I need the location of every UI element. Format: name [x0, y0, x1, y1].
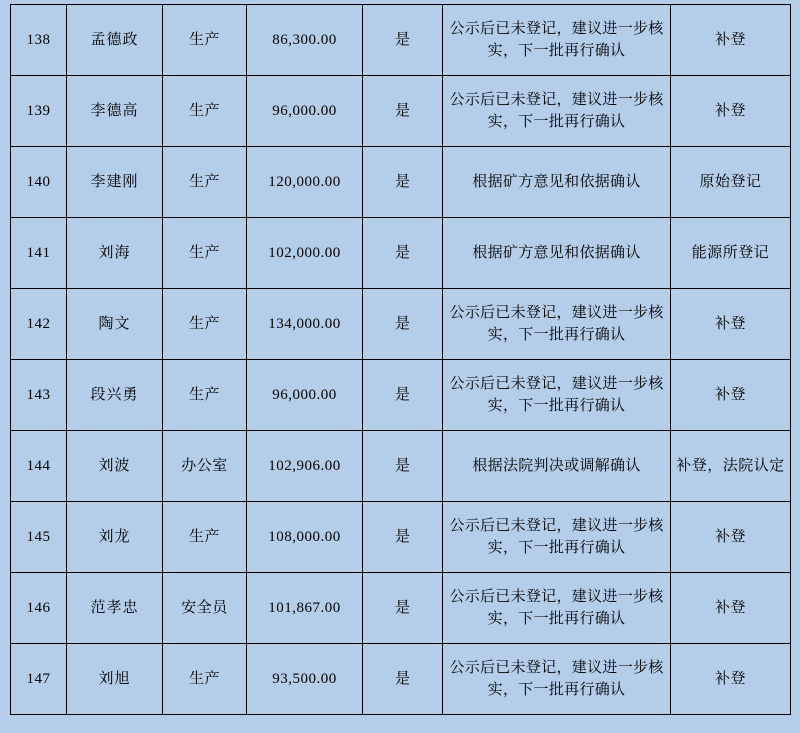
cell-flag: 是: [363, 76, 443, 147]
cell-result: 补登: [671, 502, 791, 573]
cell-result: 补登: [671, 573, 791, 644]
cell-amount: 96,000.00: [247, 360, 363, 431]
table-row: [11, 289, 791, 360]
table-row: [11, 360, 791, 431]
table-row: [11, 218, 791, 289]
cell-name: 范孝忠: [67, 573, 163, 644]
cell-dept: 生产: [163, 76, 247, 147]
cell-note: 公示后已未登记，建议进一步核实，下一批再行确认: [443, 289, 671, 360]
cell-seq: 142: [11, 289, 67, 360]
cell-name: 刘海: [67, 218, 163, 289]
registration-table: [10, 4, 791, 715]
cell-result: 补登: [671, 5, 791, 76]
cell-seq: 143: [11, 360, 67, 431]
cell-name: 刘龙: [67, 502, 163, 573]
cell-flag: 是: [363, 147, 443, 218]
cell-flag: 是: [363, 218, 443, 289]
cell-seq: 140: [11, 147, 67, 218]
cell-dept: 生产: [163, 289, 247, 360]
cell-amount: 102,906.00: [247, 431, 363, 502]
cell-flag: 是: [363, 360, 443, 431]
table-row: [11, 76, 791, 147]
cell-seq: 147: [11, 644, 67, 715]
cell-result: 补登: [671, 360, 791, 431]
cell-note: 公示后已未登记，建议进一步核实，下一批再行确认: [443, 76, 671, 147]
cell-flag: 是: [363, 573, 443, 644]
table-row: [11, 644, 791, 715]
cell-note: 公示后已未登记，建议进一步核实，下一批再行确认: [443, 5, 671, 76]
cell-dept: 生产: [163, 147, 247, 218]
cell-dept: 生产: [163, 218, 247, 289]
cell-note: 根据矿方意见和依据确认: [443, 218, 671, 289]
cell-dept: 安全员: [163, 573, 247, 644]
cell-seq: 145: [11, 502, 67, 573]
cell-name: 段兴勇: [67, 360, 163, 431]
cell-amount: 93,500.00: [247, 644, 363, 715]
table-body: [11, 5, 791, 715]
cell-flag: 是: [363, 289, 443, 360]
cell-name: 刘波: [67, 431, 163, 502]
cell-dept: 生产: [163, 360, 247, 431]
cell-amount: 102,000.00: [247, 218, 363, 289]
cell-result: 原始登记: [671, 147, 791, 218]
cell-seq: 146: [11, 573, 67, 644]
cell-flag: 是: [363, 644, 443, 715]
cell-name: 刘旭: [67, 644, 163, 715]
cell-note: 根据法院判决或调解确认: [443, 431, 671, 502]
table-row: [11, 5, 791, 76]
table-row: [11, 573, 791, 644]
table-row: [11, 431, 791, 502]
cell-seq: 138: [11, 5, 67, 76]
cell-amount: 120,000.00: [247, 147, 363, 218]
cell-name: 陶文: [67, 289, 163, 360]
cell-seq: 141: [11, 218, 67, 289]
cell-note: 公示后已未登记，建议进一步核实，下一批再行确认: [443, 644, 671, 715]
cell-note: 公示后已未登记，建议进一步核实，下一批再行确认: [443, 502, 671, 573]
table-row: [11, 502, 791, 573]
cell-name: 李建刚: [67, 147, 163, 218]
cell-name: 李德高: [67, 76, 163, 147]
cell-amount: 108,000.00: [247, 502, 363, 573]
cell-result: 补登: [671, 289, 791, 360]
cell-name: 孟德政: [67, 5, 163, 76]
table-row: [11, 147, 791, 218]
cell-amount: 86,300.00: [247, 5, 363, 76]
cell-amount: 134,000.00: [247, 289, 363, 360]
cell-note: 公示后已未登记，建议进一步核实，下一批再行确认: [443, 360, 671, 431]
cell-dept: 生产: [163, 644, 247, 715]
cell-seq: 139: [11, 76, 67, 147]
cell-result: 能源所登记: [671, 218, 791, 289]
cell-flag: 是: [363, 502, 443, 573]
cell-flag: 是: [363, 431, 443, 502]
cell-dept: 生产: [163, 502, 247, 573]
cell-note: 公示后已未登记，建议进一步核实，下一批再行确认: [443, 573, 671, 644]
cell-result: 补登，法院认定: [671, 431, 791, 502]
cell-seq: 144: [11, 431, 67, 502]
cell-note: 根据矿方意见和依据确认: [443, 147, 671, 218]
cell-dept: 办公室: [163, 431, 247, 502]
cell-amount: 101,867.00: [247, 573, 363, 644]
cell-amount: 96,000.00: [247, 76, 363, 147]
cell-result: 补登: [671, 644, 791, 715]
cell-flag: 是: [363, 5, 443, 76]
cell-result: 补登: [671, 76, 791, 147]
cell-dept: 生产: [163, 5, 247, 76]
